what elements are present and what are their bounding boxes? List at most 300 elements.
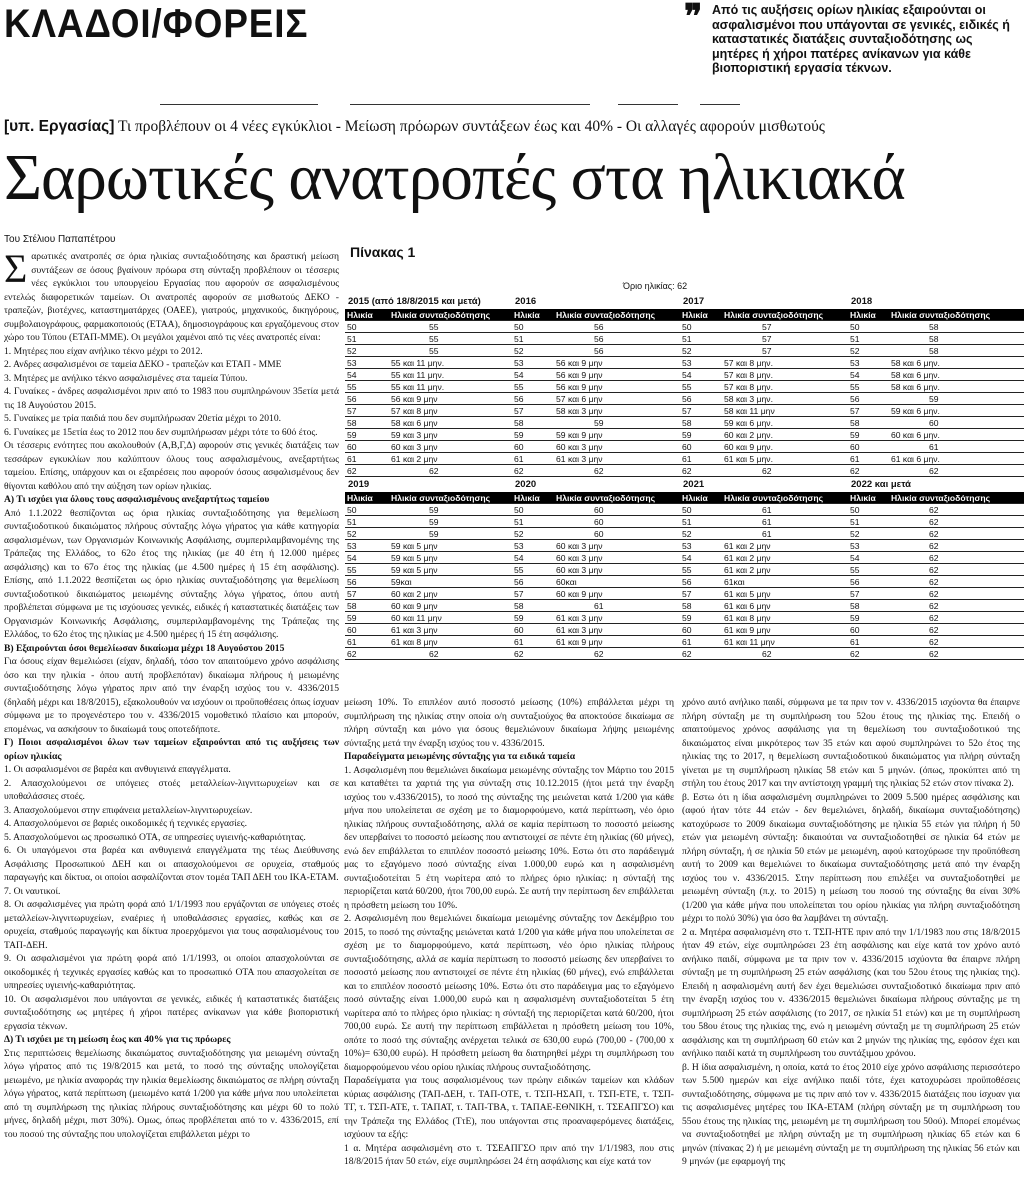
retirement-age-cell: 61 και 2 μην xyxy=(722,564,852,576)
table-row xyxy=(848,504,1024,516)
col-header-age: Ηλικία xyxy=(848,492,889,504)
age-cell: 61 xyxy=(848,453,889,465)
paragraph: Παραδείγματα για τους ασφαλισμένους των πρώην ειδικών ταμείων και κλάδων κύριας ασφάλισης (ΤΑΠ-ΔΕΗ, τ. ΤΑΠ-ΟΤΕ, τ. ΤΣΠ-ΗΣΑΠ, τ. ΤΣΠ-ΕΤΕ, τ. ΤΣΠ-ΤΓ, τ. ΤΣΠ-ΑΤΕ, τ. ΤΑΠΑΤ, τ. ΤΑΠ-ΤΒΑ, τ. ΤΑΠΑΕ-ΕΘΝΙΚΗ, τ. ΤΣΕΑΠΓΣΟ) και την Τράπεζα της Ελλάδος (ΤτΕ), που υπάγονται στις προαναφερόμενες διατάξεις, ισχύουν τα εξής: xyxy=(344,1075,674,1140)
table-row xyxy=(512,369,684,381)
list-item: 1. Μητέρες που είχαν ανήλικο τέκνο μέχρι το 2012. xyxy=(4,345,203,357)
subheading: Β) Εξαιρούνται όσοι θεμελίωσαν δικαίωμα μέχρι 18 Αυγούστου 2015 xyxy=(4,642,285,654)
retirement-age-cell: 62 xyxy=(889,600,1024,612)
paragraph: Στις περιπτώσεις θεμελίωσης δικαιώματος συνταξιοδότησης για μειωμένη σύνταξη λόγω γήρατος από τις 19/8/2015 και μετά, το ποσό της σύνταξης υπολογίζεται μειωμένο, με ηλικία αναφοράς την ηλικία θεμελίωσης δικαιώματος σε πλήρη σύνταξη λόγω γήρατος, κατά περίπτωση (μειωμένο κατά 1/200 για κάθε μήνα που υπολείπεται από τη συμπλήρωση της ηλικίας πλήρους συνταξιοδότησης και μέχρι 60 το πολύ μήνες, δηλαδή μέχρι, πιστ 30%). Ομως, όπως προβλέπεται από το ν. 4336/2015, επί του ποσού της σύνταξης που υπολογίζεται επιβάλλεται μέχρι το xyxy=(4,1047,339,1140)
list-item: 5. Απασχολούμενοι ως προσωπικό ΟΤΑ, σε υπηρεσίες υγιεινής-καθαριότητας. xyxy=(4,831,306,843)
quote-icon: ❞ xyxy=(684,0,703,36)
retirement-age-cell: 62 xyxy=(722,648,852,660)
retirement-age-cell: 61 xyxy=(722,516,852,528)
age-table xyxy=(848,309,1024,477)
list-item: 5. Γυναίκες με τρία παιδιά που δεν συμπλήρωσαν 20ετία μέχρι το 2010. xyxy=(4,413,282,424)
age-cell: 54 xyxy=(680,552,722,564)
table-title: Πίνακας 1 xyxy=(350,244,416,260)
age-cell: 50 xyxy=(848,321,889,333)
retirement-age-cell: 60 και 3 μην xyxy=(554,441,684,453)
table-row xyxy=(848,600,1024,612)
retirement-age-cell: 59 xyxy=(389,516,519,528)
retirement-age-cell: 62 xyxy=(889,540,1024,552)
retirement-age-cell: 62 xyxy=(889,516,1024,528)
retirement-age-cell: 60 και 3 μην xyxy=(554,564,684,576)
table-row xyxy=(512,417,684,429)
table-row xyxy=(848,516,1024,528)
list-item: 4. Γυναίκες - άνδρες ασφαλισμένοι πριν από το 1983 που συμπληρώνουν 35ετία μετά τις 18 Αυγούστου 2015. xyxy=(4,386,339,411)
retirement-age-cell: 60 και 3 μην xyxy=(389,441,519,453)
age-cell: 58 xyxy=(512,417,554,429)
retirement-age-cell: 60 xyxy=(554,528,684,540)
retirement-age-cell: 56 και 9 μην xyxy=(554,381,684,393)
age-cell: 56 xyxy=(680,393,722,405)
table-row xyxy=(680,600,852,612)
table-row xyxy=(848,417,1024,429)
age-cell: 60 xyxy=(848,441,889,453)
table-row xyxy=(345,540,519,552)
age-cell: 56 xyxy=(345,576,389,588)
age-cell: 57 xyxy=(345,405,389,417)
age-cell: 59 xyxy=(512,429,554,441)
age-table xyxy=(345,309,519,477)
col-header-age: Ηλικία xyxy=(848,309,889,321)
table-row xyxy=(680,465,852,477)
kicker xyxy=(4,118,1020,136)
table-row xyxy=(345,516,519,528)
retirement-age-cell: 62 xyxy=(389,648,519,660)
age-cell: 60 xyxy=(512,624,554,636)
age-cell: 62 xyxy=(345,465,389,477)
retirement-age-cell: 55 xyxy=(389,321,519,333)
age-cell: 57 xyxy=(848,588,889,600)
retirement-age-cell: 56 xyxy=(554,345,684,357)
age-table xyxy=(345,492,519,660)
retirement-age-cell: 60 και 9 μην xyxy=(389,600,519,612)
table-row xyxy=(345,552,519,564)
table-row xyxy=(680,453,852,465)
year-label: 2022 και μετά xyxy=(851,479,912,490)
kicker-text: Τι προβλέπουν οι 4 νέες εγκύκλιοι - Μείωση πρόωρων συντάξεων έως και 40% - Οι αλλαγές αφορούν μισθωτούς xyxy=(118,118,825,135)
age-cell: 62 xyxy=(512,465,554,477)
year-label: 2019 xyxy=(348,479,370,490)
retirement-age-cell: 58 και 3 μην. xyxy=(722,393,852,405)
age-cell: 53 xyxy=(345,540,389,552)
age-cell: 57 xyxy=(848,405,889,417)
age-table xyxy=(512,309,684,477)
age-cell: 58 xyxy=(345,600,389,612)
section-label: ΚΛΑΔΟΙ/ΦΟΡΕΙΣ xyxy=(4,2,309,46)
retirement-age-cell: 62 xyxy=(554,648,684,660)
table-row xyxy=(512,357,684,369)
age-cell: 52 xyxy=(848,528,889,540)
age-cell: 59 xyxy=(345,612,389,624)
retirement-age-cell: 61 και 2 μην xyxy=(722,540,852,552)
table-row xyxy=(680,552,852,564)
age-cell: 55 xyxy=(680,564,722,576)
table-row xyxy=(512,465,684,477)
table-row xyxy=(512,636,684,648)
age-cell: 56 xyxy=(512,393,554,405)
table-row xyxy=(680,648,852,660)
retirement-age-cell: 60 xyxy=(889,417,1024,429)
subheading: Παραδείγματα μειωμένης σύνταξης για τα ειδικά ταμεία xyxy=(344,751,576,762)
retirement-age-cell: 61 και 11 μην xyxy=(722,636,852,648)
col-header-age: Ηλικία xyxy=(512,492,554,504)
retirement-age-cell: 55 xyxy=(389,345,519,357)
table-row xyxy=(345,381,519,393)
paragraph: μείωση 10%. Το επιπλέον αυτό ποσοστό μείωσης (10%) επιβάλλεται μέχρι τη συμπλήρωση της ηλικίας στην οποία ο/η συνταξιούχος θα αποκτούσε δικαίωμα σε πλήρη σύνταξη και μόνο για όσους θεμελιώνουν δικαίωμα λήψης μειωμένης σύνταξης μετά την έναρξη ισχύος του ν. 4336/2015. xyxy=(344,697,674,749)
table-row xyxy=(512,393,684,405)
retirement-age-cell: 61 xyxy=(554,600,684,612)
table-row xyxy=(848,636,1024,648)
table-row xyxy=(848,321,1024,333)
table-row xyxy=(345,345,519,357)
age-cell: 52 xyxy=(345,528,389,540)
col-header-age: Ηλικία xyxy=(680,492,722,504)
table-row xyxy=(848,540,1024,552)
table-row xyxy=(848,552,1024,564)
table-row xyxy=(680,381,852,393)
table-row xyxy=(680,624,852,636)
table-row xyxy=(680,441,852,453)
table-row xyxy=(848,624,1024,636)
table-row xyxy=(512,648,684,660)
age-cell: 50 xyxy=(848,504,889,516)
table-row xyxy=(345,504,519,516)
age-cell: 60 xyxy=(680,441,722,453)
retirement-age-cell: 58 και 3 μην xyxy=(554,405,684,417)
age-cell: 56 xyxy=(345,393,389,405)
retirement-age-cell: 61 και 6 μην. xyxy=(889,453,1024,465)
table-row xyxy=(680,345,852,357)
retirement-age-cell: 57 και 8 μην. xyxy=(722,381,852,393)
table-row xyxy=(512,600,684,612)
retirement-age-cell: 55 και 11 μην. xyxy=(389,381,519,393)
age-cell: 50 xyxy=(680,504,722,516)
paragraph: 1. Ασφαλισμένη που θεμελιώνει δικαίωμα μειωμένης σύνταξης τον Μάρτιο του 2015 και καταθέτει τα χαρτιά της για σύνταξη στις 10.12.2015 (ήτοι μετά την έναρξη ισχύος του ν.4336/2015), το ποσό της σύνταξης της μειώνεται κατά 1/200 για κάθε μήνα που υπολείπεται σε σχέση με το διαμορφούμενο, κατά περίπτωση, νέο όριο ηλικίας πλήρους συνταξιοδότησης, αλλά σε καμία περίπτωση το ποσοστό μείωσης δεν υπερβαίνει το ποσοστό μείωσης που αντιστοιχεί σε πέντε έτη ηλικίας (60 μήνες), ενώ δεν επιβάλλεται το επιπλέον ποσοστό μείωσης 10%. Εστω ότι στο παράδειγμά μας το εξαγόμενο ποσό σύνταξης είναι 1.000,00 ευρώ και η ασφαλισμένη συνταξιοδοτείται 5 έτη νωρίτερα από το πλήρες όριο ηλικίας: η σύνταξή της περιορίζεται κατά 60/200, ήτοι 700,00 ευρώ. Σε αυτή την περίπτωση δεν επιβάλλεται η πρόσθετη μείωση του 10%. xyxy=(344,764,674,911)
list-item: 4. Απασχολούμενοι σε βαριές οικοδομικές ή τεχνικές εργασίες. xyxy=(4,818,247,829)
table-row xyxy=(345,648,519,660)
col-header-age: Ηλικία xyxy=(345,492,389,504)
table-row xyxy=(680,429,852,441)
retirement-age-cell: 62 xyxy=(889,648,1024,660)
col-header-age: Ηλικία xyxy=(680,309,722,321)
age-cell: 62 xyxy=(848,465,889,477)
age-cell: 60 xyxy=(848,624,889,636)
age-cell: 50 xyxy=(345,321,389,333)
table-row xyxy=(680,369,852,381)
table-row xyxy=(345,369,519,381)
age-cell: 51 xyxy=(345,516,389,528)
col-header-retirement-age: Ηλικία συνταξιοδότησης xyxy=(889,309,1024,321)
retirement-age-cell: 62 xyxy=(889,636,1024,648)
table-row xyxy=(512,441,684,453)
retirement-age-cell: 62 xyxy=(554,465,684,477)
retirement-age-cell: 59 και 5 μην xyxy=(389,540,519,552)
retirement-age-cell: 56 xyxy=(554,321,684,333)
age-cell: 51 xyxy=(680,516,722,528)
col-header-age: Ηλικία xyxy=(345,309,389,321)
age-cell: 58 xyxy=(848,600,889,612)
retirement-age-cell: 59 και 9 μην xyxy=(554,429,684,441)
paragraph: β. Εστω ότι η ίδια ασφαλισμένη συμπληρώνει το 2009 5.500 ημέρες ασφάλισης και (αφού ήταν τότε 44 ετών - δεν θεμελιώνει, δηλαδή, δικαίωμα συνταξιοδότησης) κατοχύρωσε το 2009 δικαίωμα συνταξιοδότησης με ηλικία 55 ετών για πλήρη ή 50 ετών για μειωμένη σύνταξη: δικαιούται να συνταξιοδοτηθεί σε ηλικία 64 ετών με πλήρη σύνταξη, ή σε ηλικία 50 ετών με μειωμένη, αφού κατοχύρωσε την προϋπόθεση αυτή το 2009 και θεμελιώνει το δικαίωμα συνταξιοδότησης μετά από την έναρξη ισχύος του ν. 4336/2015. Στην περίπτωση που επιλέξει να συνταξιοδοτηθεί με μειωμένη σύνταξη (π.χ. το 2015) η μείωση του ποσού της σύνταξης θα είναι 30% (1/200 για κάθε μήνα που υπολείπεται του ορίου ηλικίας για πλήρη συνταξιοδότηση μέχρι το πολύ 30%) για όσο θα λαμβάνει τη σύνταξη. xyxy=(682,791,1020,924)
year-label: 2018 xyxy=(851,296,873,307)
age-limit-label: Όριο ηλικίας: 62 xyxy=(623,281,688,291)
age-cell: 53 xyxy=(345,357,389,369)
table-row xyxy=(848,357,1024,369)
table-row xyxy=(345,528,519,540)
table-row xyxy=(848,564,1024,576)
age-cell: 57 xyxy=(680,405,722,417)
retirement-age-cell: 61 και 8 μην xyxy=(389,636,519,648)
age-cell: 55 xyxy=(848,564,889,576)
retirement-age-cell: 58 και 6 μην. xyxy=(889,357,1024,369)
retirement-age-cell: 62 xyxy=(889,552,1024,564)
retirement-age-cell: 60 xyxy=(554,504,684,516)
age-table xyxy=(680,309,852,477)
byline: Του Στέλιου Παπαπέτρου xyxy=(4,234,116,245)
retirement-age-cell: 62 xyxy=(889,504,1024,516)
table-row xyxy=(512,321,684,333)
age-cell: 61 xyxy=(848,636,889,648)
retirement-age-cell: 62 xyxy=(889,576,1024,588)
table-row xyxy=(680,405,852,417)
paragraph: Για όσους είχαν θεμελιώσει (είχαν, δηλαδή, τόσο τον απαιτούμενο χρόνο ασφάλισης όσο και την ηλικία - όπου αυτή προβλεπόταν) δικαίωμα πλήρους ή μειωμένης συνταξιοδότησης λόγω γήρατος πριν από την έναρξη ισχύος του ν. 4336/2015 (δηλαδή μέχρι και 18/8/2015), εξακολουθούν να ισχύουν οι προϋποθέσεις όπως ίσχυαν σύμφωνα με το προγενέστερο του ν. 4336/2015 νομοθετικό πλαίσιο και μπορούν, επομένως, να ασκήσουν το δικαίωμά τους οποτεδήποτε. xyxy=(4,656,339,735)
col-header-retirement-age: Ηλικία συνταξιοδότησης xyxy=(722,309,852,321)
retirement-age-cell: 62 xyxy=(889,588,1024,600)
retirement-age-cell: 61 και 8 μην xyxy=(722,612,852,624)
table-row xyxy=(345,576,519,588)
age-cell: 60 xyxy=(345,441,389,453)
age-cell: 52 xyxy=(680,528,722,540)
table-row xyxy=(680,417,852,429)
retirement-age-cell: 57 xyxy=(722,345,852,357)
retirement-age-cell: 56 xyxy=(554,333,684,345)
table-row xyxy=(848,393,1024,405)
retirement-age-cell: 59 και 3 μην xyxy=(389,429,519,441)
table-row xyxy=(512,612,684,624)
age-cell: 51 xyxy=(848,516,889,528)
paragraph: 2. Ασφαλισμένη που θεμελιώνει δικαίωμα μειωμένης σύνταξης τον Δεκέμβριο του 2015, το ποσό της σύνταξης μειώνεται κατά 1/200 για κάθε μήνα που υπολείπεται σε σχέση με το διαμορφούμενο, κατά περίπτωση, νέο όριο ηλικίας πλήρους συνταξιοδότησης, αλλά σε καμία περίπτωση το ποσοστό μείωσης δεν υπερβαίνει το ποσοστό μείωσης που αντιστοιχεί σε πέντε έτη ηλικίας (60 μήνες), ενώ επιβάλλεται και το επιπλέον ποσοστό μείωσης 10%. Εστω ότι στο παράδειγμα μας το εξαγόμενο ποσό σύνταξης είναι 1.000,00 ευρώ και η ασφαλισμένη συνταξιοδοτείται 5 έτη νωρίτερα από το πλήρες όριο ηλικίας: η σύνταξή της περιορίζεται κατά 60/200, ήτοι 700,00 ευρώ. Σε αυτή την περίπτωση επιβάλλεται η πρόσθετη μείωση του 10%, οπότε το ποσό της σύνταξης ανέρχεται τελικά σε 630,00 ευρώ (700,00 - (700,00 x 10%)= 630,00 ευρώ). Η πρόσθετη μείωση θα διατηρηθεί μέχρι τη συμπλήρωση του διαμορφούμενου νέου ορίου ηλικίας πλήρους συνταξιοδότησης. xyxy=(344,913,674,1073)
kicker-tag: [υπ. Εργασίας] xyxy=(4,118,115,135)
age-cell: 51 xyxy=(680,333,722,345)
retirement-age-cell: 62 xyxy=(889,624,1024,636)
age-cell: 53 xyxy=(680,540,722,552)
table-row xyxy=(680,636,852,648)
subheading: Α) Τι ισχύει για όλους τους ασφαλισμένους ανεξαρτήτως ταμείου xyxy=(4,494,270,505)
paragraph: χρόνο αυτό ανήλικο παιδί, σύμφωνα με τα πριν τον ν. 4336/2015 ισχύοντα θα έπαιρνε πλήρη σύνταξη με τη συμπλήρωση του 52ου έτους της ηλικίας της. Επειδή ο απαιτούμενος χρόνος ασφάλισης για τη θεμελίωση του συνταξιοδοτικού της δικαιώματος είναι μικρότερος των 35 ετών και αφού συμπληρώνει το 52ο έτος της ηλικίας της το 2017, η θεμελίωση συνταξιοδοτικού δικαιώματος για πλήρη σύνταξη γίνεται με τη συμπλήρωση ηλικίας 58 ετών και 5 μηνών. (όπως, προκύπτει από τη στήλη του έτους 2017 και την αντίστοιχη γραμμή της ηλικίας 52 ετών στον πίνακα 2). xyxy=(682,697,1020,789)
divider xyxy=(160,104,318,105)
age-cell: 56 xyxy=(848,393,889,405)
retirement-age-cell: 57 και 8 μην. xyxy=(722,357,852,369)
middle-column xyxy=(344,696,674,1196)
col-header-retirement-age: Ηλικία συνταξιοδότησης xyxy=(554,309,684,321)
col-header-retirement-age: Ηλικία συνταξιοδότησης xyxy=(389,309,519,321)
retirement-age-cell: 61 και 3 μην xyxy=(554,612,684,624)
retirement-age-cell: 56 και 9 μην xyxy=(554,357,684,369)
table-row xyxy=(848,333,1024,345)
retirement-age-cell: 60 και 11 μην xyxy=(389,612,519,624)
retirement-age-cell: 58 και 6 μην. xyxy=(889,381,1024,393)
retirement-age-cell: 56 και 9 μην xyxy=(389,393,519,405)
age-cell: 59 xyxy=(680,612,722,624)
list-item: 2. Απασχολούμενοι σε υπόγειες στοές μεταλλείων-λιγνιτωρυχείων και σε υποθαλάσσιες στοές. xyxy=(4,777,339,802)
age-cell: 53 xyxy=(848,540,889,552)
table-row xyxy=(512,528,684,540)
table-row xyxy=(345,624,519,636)
age-cell: 61 xyxy=(680,453,722,465)
retirement-age-cell: 61 και 3 μην xyxy=(389,624,519,636)
age-cell: 51 xyxy=(848,333,889,345)
age-cell: 53 xyxy=(512,540,554,552)
age-cell: 59 xyxy=(345,429,389,441)
retirement-age-cell: 58 xyxy=(889,345,1024,357)
age-cell: 55 xyxy=(848,381,889,393)
col-header-retirement-age: Ηλικία συνταξιοδότησης xyxy=(554,492,684,504)
age-cell: 50 xyxy=(680,321,722,333)
retirement-age-cell: 61 xyxy=(722,504,852,516)
table-row xyxy=(680,528,852,540)
table-row xyxy=(345,465,519,477)
paragraph: 2 α. Μητέρα ασφαλισμένη στο τ. ΤΣΠ-ΗΤΕ πριν από την 1/1/1983 που στις 18/8/2015 ήταν 49 ετών, είχε συμπληρώσει 23 έτη ασφάλισης και είχε κατά τον χρόνο αυτό ανήλικο παιδί, σύμφωνα με τα πριν τον ν. 4336/2015 ισχύοντα θα έπαιρνε πλήρη σύνταξη με τη συμπλήρωση 25 ετών ασφάλισης (και του 52ου έτους της ηλικίας της). Επειδή η ασφαλισμένη αυτή δεν έχει θεμελιώσει συνταξιοδοτικό δικαίωμα πριν από την έναρξη ισχύος του ν. 4336/2015 θεμελιώνει δικαίωμα πλήρους σύνταξης με τη συμπλήρωση 25 ετών ασφάλισης (το 2017, σε ηλικία 51 ετών) και με τη συμπλήρωση του 58ου έτους της ηλικίας της, ενώ η μειωμένη σύνταξη με τη συμπλήρωση 25 ετών ασφάλισης και τη συμπλήρωση 60 ετών και 2 μηνών της ηλικίας της, εφόσον έχει και ανήλικο παιδί κατά τη συμπλήρωση του συντάξιμου χρόνου. xyxy=(682,926,1020,1059)
retirement-age-cell: 59 και 6 μην. xyxy=(889,405,1024,417)
retirement-age-cell: 59 και 6 μην. xyxy=(722,417,852,429)
retirement-age-cell: 60 και 9 μην. xyxy=(722,441,852,453)
age-cell: 61 xyxy=(680,636,722,648)
table-row xyxy=(512,540,684,552)
table-row xyxy=(345,453,519,465)
table-row xyxy=(680,357,852,369)
retirement-age-cell: 57 xyxy=(722,321,852,333)
table-row xyxy=(680,564,852,576)
retirement-age-cell: 62 xyxy=(889,528,1024,540)
table-row xyxy=(345,357,519,369)
divider xyxy=(350,104,590,105)
table-row xyxy=(512,516,684,528)
age-cell: 56 xyxy=(680,576,722,588)
age-cell: 53 xyxy=(680,357,722,369)
table-row xyxy=(345,333,519,345)
table-row xyxy=(345,600,519,612)
table-row xyxy=(848,405,1024,417)
age-cell: 54 xyxy=(512,369,554,381)
table-row xyxy=(512,333,684,345)
retirement-age-cell: 60 και 9 μην xyxy=(554,588,684,600)
retirement-age-cell: 56 και 9 μην xyxy=(554,369,684,381)
retirement-age-cell: 61 και 3 μην xyxy=(554,453,684,465)
retirement-age-cell: 58 xyxy=(889,321,1024,333)
col-header-age: Ηλικία xyxy=(512,309,554,321)
list-item: 7. Οι ναυτικοί. xyxy=(4,885,61,897)
year-label: 2021 xyxy=(683,479,705,490)
age-cell: 52 xyxy=(345,345,389,357)
retirement-age-cell: 62 xyxy=(889,564,1024,576)
age-cell: 58 xyxy=(512,600,554,612)
retirement-age-cell: 58 και 6 μην. xyxy=(889,369,1024,381)
table-row xyxy=(848,381,1024,393)
retirement-age-cell: 61 xyxy=(889,441,1024,453)
table-row xyxy=(848,588,1024,600)
table-row xyxy=(345,429,519,441)
retirement-age-cell: 58 και 11 μην xyxy=(722,405,852,417)
table-row xyxy=(512,405,684,417)
table-row xyxy=(345,393,519,405)
age-cell: 55 xyxy=(512,564,554,576)
retirement-age-cell: 59 και 5 μην xyxy=(389,552,519,564)
col-header-retirement-age: Ηλικία συνταξιοδότησης xyxy=(889,492,1024,504)
table-row xyxy=(848,441,1024,453)
paragraph: 1 α. Μητέρα ασφαλισμένη στο τ. ΤΣΕΑΠΓΣΟ πριν από την 1/1/1983, που στις 18/8/2015 ήταν 50 ετών, είχε συμπληρώσει 24 έτη ασφάλισης και είχε κατά τον xyxy=(344,1142,674,1167)
age-cell: 62 xyxy=(345,648,389,660)
table-row xyxy=(512,588,684,600)
age-cell: 55 xyxy=(680,381,722,393)
table-row xyxy=(848,429,1024,441)
table-row xyxy=(680,321,852,333)
retirement-age-cell: 62 xyxy=(389,465,519,477)
age-cell: 62 xyxy=(848,648,889,660)
lead-paragraph: Σαρωτικές ανατροπές σε όρια ηλικίας συνταξιοδότησης και δραστική μείωση συντάξεων σε όσους βγαίνουν πρόωρα στη σύνταξη προβλέπουν οι τέσσερις νέες εγκύκλιοι του υπουργείου Εργασίας που αφορούν σε ασφαλισμένους εντελώς διαφορετικών ταμείων. Οι ανατροπές αφορούν σε μισθωτούς ΔΕΚΟ - τραπεζών, βιοτέχνες, καταστηματάρχες (ΟΑΕΕ), γιατρούς, μηχανικούς, δικηγόρους, συμβολαιογράφους, φαρμακοποιούς (ΕΤΑΑ), δημοσιογράφους και εργαζόμενους στον χώρο του Τύπου (ΕΤΑΠ-ΜΜΕ). Οι μεγάλοι χαμένοι από τις νέες ανατροπές είναι: xyxy=(4,250,339,343)
right-column xyxy=(682,696,1020,1196)
age-cell: 51 xyxy=(512,333,554,345)
age-cell: 51 xyxy=(345,333,389,345)
list-item: 8. Οι ασφαλισμένες για πρώτη φορά από 1/1/1993 που εργάζονται σε υπόγειες στοές μεταλλείων-λιγνιτωρυχείων, εναέριες ή υποθαλάσσιες εργασίες, καθώς και σε ορυχεία, σταθμούς παραγωγής και δίκτυα προερχόμενοι για τους ασφαλισμένους του ΤΑΠ-ΔΕΗ. xyxy=(4,899,339,951)
retirement-age-cell: 61 και 6 μην xyxy=(722,600,852,612)
divider xyxy=(618,104,678,105)
table-row xyxy=(848,453,1024,465)
age-cell: 50 xyxy=(345,504,389,516)
table-row xyxy=(680,333,852,345)
age-cell: 52 xyxy=(680,345,722,357)
retirement-age-cell: 59 xyxy=(554,417,684,429)
age-cell: 57 xyxy=(512,588,554,600)
table-row xyxy=(848,612,1024,624)
table-row xyxy=(512,345,684,357)
retirement-age-cell: 60και xyxy=(554,576,684,588)
table-row xyxy=(848,345,1024,357)
paragraph: β. Η ίδια ασφαλισμένη, η οποία, κατά το έτος 2010 είχε χρόνο ασφάλισης περισσότερο των 5.500 ημερών και είχε ανήλικο παιδί τότε, έχει κατοχυρώσει προϋποθέσεις συνταξιοδότησης, σύμφωνα με τις πριν από τον ν. 4336/2015 διατάξεις που ίσχυαν για τις ασφαλισμένες μητέρες του ΙΚΑ-ΕΤΑΜ (πλήρη σύνταξη με τη συμπλήρωση του 55ου έτους της ηλικίας της, μειωμένη με τη συμπλήρωση του 50ού). Μπορεί επομένως να συνταξιοδοτηθεί με πλήρη σύνταξη με τη συμπλήρωση ηλικίας 65 ετών και 6 μηνών (πίνακας 2) ή με μειωμένη σύνταξη με τη συμπλήρωση της ηλικίας 56 ετών και 9 μηνών (με εφαρμογή της xyxy=(682,1061,1020,1167)
table-row xyxy=(512,552,684,564)
retirement-age-cell: 59 xyxy=(389,504,519,516)
age-cell: 58 xyxy=(848,417,889,429)
table-row xyxy=(345,441,519,453)
retirement-age-cell: 61 και 5 μην. xyxy=(722,453,852,465)
age-cell: 59 xyxy=(848,612,889,624)
table-row xyxy=(512,504,684,516)
retirement-age-cell: 61 xyxy=(722,528,852,540)
age-cell: 50 xyxy=(512,504,554,516)
col-header-retirement-age: Ηλικία συνταξιοδότησης xyxy=(389,492,519,504)
age-cell: 61 xyxy=(512,453,554,465)
table-row xyxy=(512,429,684,441)
age-cell: 54 xyxy=(345,552,389,564)
age-cell: 56 xyxy=(512,576,554,588)
retirement-age-cell: 61 και 2 μην xyxy=(389,453,519,465)
table-row xyxy=(848,369,1024,381)
age-cell: 55 xyxy=(512,381,554,393)
retirement-age-cell: 60 και 3 μην xyxy=(554,540,684,552)
table-row xyxy=(848,528,1024,540)
table-row xyxy=(680,504,852,516)
list-item: 3. Μητέρες με ανήλικο τέκνο ασφαλισμένες στα ταμεία Τύπου. xyxy=(4,372,248,384)
retirement-age-cell: 59 xyxy=(889,393,1024,405)
list-item: 2. Ανδρες ασφαλισμένοι σε ταμεία ΔΕΚΟ - τραπεζών και ΕΤΑΠ - ΜΜΕ xyxy=(4,359,282,370)
age-cell: 54 xyxy=(512,552,554,564)
table-row xyxy=(848,465,1024,477)
list-item: 10. Οι ασφαλισμένοι που υπάγονται σε γενικές, ειδικές ή καταστατικές διατάξεις συνταξιοδότησης ως μητέρες ή χήροι πατέρες ανίκανων για κάθε βιοποριστική εργασία τέκνων. xyxy=(4,993,339,1032)
table-row xyxy=(680,588,852,600)
retirement-age-cell: 61 και 9 μην xyxy=(554,636,684,648)
age-cell: 62 xyxy=(680,648,722,660)
